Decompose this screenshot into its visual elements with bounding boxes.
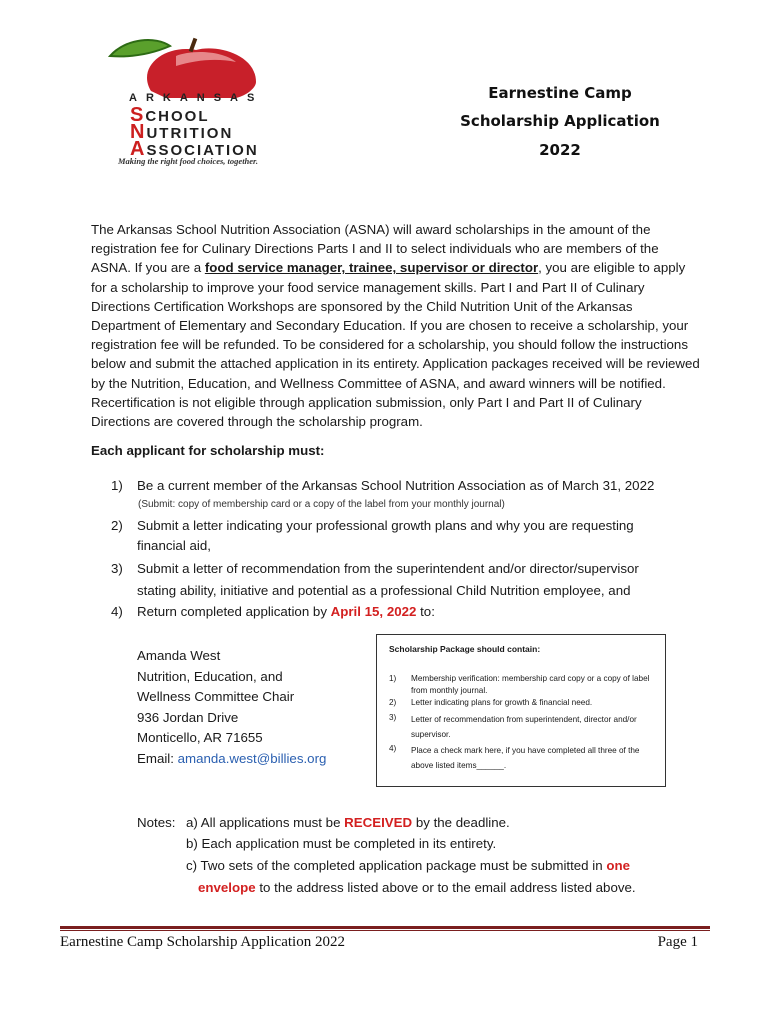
contact-email: Email: amanda.west@billies.org [137,750,327,766]
deadline-date: April 15, 2022 [330,604,417,619]
doc-title-year: 2022 [539,141,581,159]
doc-title-line2: Scholarship Application [460,112,660,130]
footer-rule [60,926,710,929]
logo-arkansas: ARKANSAS [129,92,264,104]
asna-logo [96,36,276,168]
note-c: c) Two sets of the completed application package must be submitted in one [186,858,630,873]
logo-line-association: ASSOCIATION [130,138,259,160]
note-c-cont: envelope to the address listed above or to the email address listed above. [198,880,636,895]
mailing-address: Amanda West Nutrition, Education, and Wellness Committee Chair 936 Jordan Drive Monticello, AR 71655 Email: amanda.west@billies.org [137,646,326,769]
logo-line-nutrition: NUTRITION [130,121,234,143]
note-a: a) All applications must be RECEIVED by the deadline. [186,815,510,830]
contact-name: Amanda West [137,648,221,663]
requirement-1-note: (Submit: copy of membership card or a copy of the label from your monthly journal) [138,499,505,510]
footer-rule-thin [60,930,710,931]
note-b: b) Each application must be completed in its entirety. [186,836,497,851]
email-link[interactable]: amanda.west@billies.org [177,750,327,766]
page-number: Page 1 [657,934,698,950]
logo-line-school: SCHOOL [130,104,210,126]
requirements-heading: Each applicant for scholarship must: [91,443,325,458]
doc-title-line1: Earnestine Camp [488,84,632,102]
eligible-roles: food service manager, trainee, supervisor or director [204,260,539,276]
package-contents-box: Scholarship Package should contain: 1) Membership verification: membership card copy or a copy of label from monthly journal. 2) Letter indicating plans for growth & financial need. 3) Letter of recommendation from superintendent, director and/or supervisor. 4) Place a check mark here, if you have completed all three of the above listed items______. [376,634,666,787]
package-title: Scholarship Package should contain: [389,644,541,654]
notes-label: Notes: [137,815,176,830]
logo-tagline: Making the right food choices, together. [118,156,259,166]
intro-paragraph: The Arkansas School Nutrition Association (ASNA) will award scholarships in the amount of the registration fee for Culinary Directions Parts I and II to select individuals who are members of the ASNA. If you are a food service manager, trainee, supervisor or director, you are eligible to apply for a scholarship to improve your food service management skills. Part I and Part II of Culinary Directions Certification Workshops are sponsored by the Child Nutrition Unit of the Arkansas Department of Elementary and Secondary Education. If you are chosen to receive a scholarship, your registration fee will be refunded. To be considered for a scholarship, you should follow the instructions below and submit the attached application in its entirety. Application packages received will be reviewed by the Nutrition, Education, and Wellness Committee of ASNA, and award winners will be notified. Recertification is not eligible through application submission, only Part I and Part II of Culinary Directions are covered through the scholarship program. [91,222,700,430]
footer-title: Earnestine Camp Scholarship Application 2022 [60,934,345,950]
